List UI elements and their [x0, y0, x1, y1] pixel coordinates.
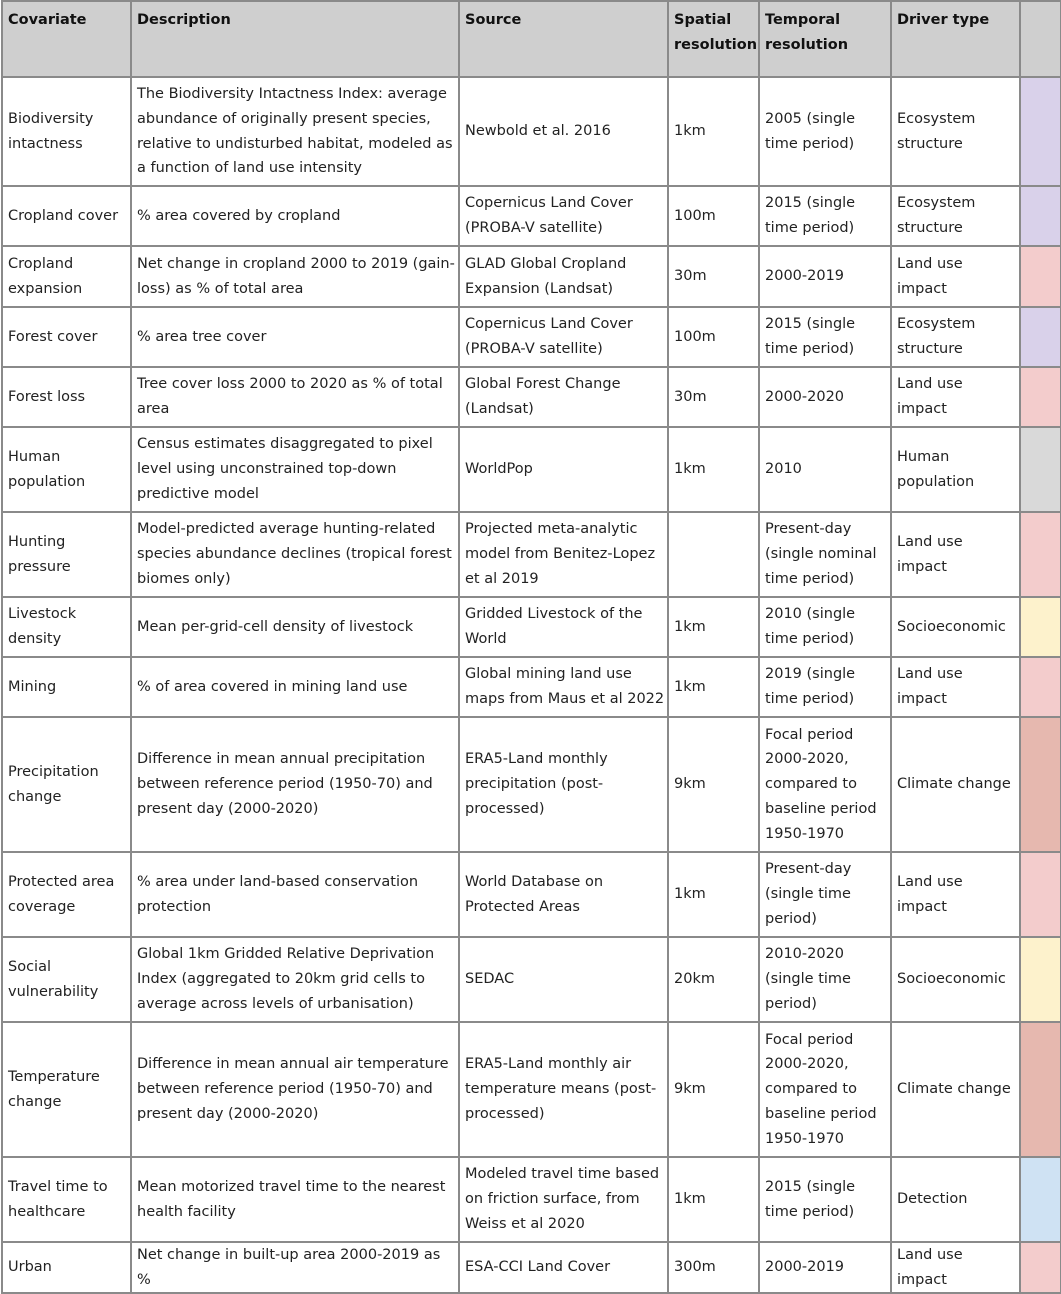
cell-description: Net change in built-up area 2000-2019 as % [131, 1242, 459, 1293]
driver-color-swatch [1020, 937, 1061, 1022]
cell-covariate: Human population [2, 427, 131, 512]
table-row [2, 1022, 1061, 1157]
cell-covariate: Urban [2, 1242, 131, 1293]
cell-driver-type: Land use impact [891, 246, 1020, 307]
driver-color-swatch [1020, 717, 1061, 852]
cell-covariate: Temperature change [2, 1022, 131, 1157]
cell-description: Tree cover loss 2000 to 2020 as % of total area [131, 367, 459, 427]
header-description: Description [131, 1, 459, 77]
cell-spatial-resolution: 1km [668, 597, 759, 657]
cell-source: Copernicus Land Cover (PROBA-V satellite) [459, 186, 668, 246]
header-color-swatch [1020, 1, 1061, 77]
cell-covariate: Hunting pressure [2, 512, 131, 597]
covariates-table [1, 0, 1061, 1294]
cell-spatial-resolution [668, 512, 759, 597]
header-spatial-resolution: Spatial resolution [668, 1, 759, 77]
cell-spatial-resolution: 100m [668, 186, 759, 246]
cell-temporal-resolution: 2000-2019 [759, 246, 891, 307]
header-covariate: Covariate [2, 1, 131, 77]
cell-driver-type: Land use impact [891, 852, 1020, 937]
driver-color-swatch [1020, 597, 1061, 657]
cell-temporal-resolution: 2015 (single time period) [759, 307, 891, 367]
cell-driver-type: Land use impact [891, 657, 1020, 717]
cell-temporal-resolution: 2019 (single time period) [759, 657, 891, 717]
cell-source: SEDAC [459, 937, 668, 1022]
cell-description: % area covered by cropland [131, 186, 459, 246]
cell-source: Gridded Livestock of the World [459, 597, 668, 657]
cell-spatial-resolution: 1km [668, 657, 759, 717]
table-row [2, 597, 1061, 657]
cell-covariate: Social vulnerability [2, 937, 131, 1022]
driver-color-swatch [1020, 307, 1061, 367]
cell-driver-type: Ecosystem structure [891, 307, 1020, 367]
cell-covariate: Mining [2, 657, 131, 717]
cell-temporal-resolution: 2000-2020 [759, 367, 891, 427]
cell-source: Global Forest Change (Landsat) [459, 367, 668, 427]
cell-driver-type: Climate change [891, 717, 1020, 852]
cell-source: ERA5-Land monthly precipitation (post-processed) [459, 717, 668, 852]
cell-covariate: Precipitation change [2, 717, 131, 852]
table-row [2, 657, 1061, 717]
cell-description: Global 1km Gridded Relative Deprivation Index (aggregated to 20km grid cells to average across levels of urbanisation) [131, 937, 459, 1022]
table-row [2, 937, 1061, 1022]
cell-covariate: Livestock density [2, 597, 131, 657]
cell-temporal-resolution: Focal period 2000-2020, compared to baseline period 1950-1970 [759, 717, 891, 852]
cell-source: ESA-CCI Land Cover [459, 1242, 668, 1293]
cell-driver-type: Human population [891, 427, 1020, 512]
cell-driver-type: Ecosystem structure [891, 186, 1020, 246]
driver-color-swatch [1020, 512, 1061, 597]
cell-driver-type: Ecosystem structure [891, 77, 1020, 186]
table-row [2, 246, 1061, 307]
table-row [2, 77, 1061, 186]
cell-temporal-resolution: 2010 [759, 427, 891, 512]
cell-temporal-resolution: 2010 (single time period) [759, 597, 891, 657]
cell-covariate: Cropland cover [2, 186, 131, 246]
table-row [2, 1242, 1061, 1293]
table-row [2, 307, 1061, 367]
cell-temporal-resolution: 2000-2019 [759, 1242, 891, 1293]
table-row [2, 427, 1061, 512]
cell-description: Net change in cropland 2000 to 2019 (gain-loss) as % of total area [131, 246, 459, 307]
cell-spatial-resolution: 300m [668, 1242, 759, 1293]
driver-color-swatch [1020, 186, 1061, 246]
cell-driver-type: Socioeconomic [891, 937, 1020, 1022]
cell-source: Global mining land use maps from Maus et al 2022 [459, 657, 668, 717]
cell-spatial-resolution: 30m [668, 246, 759, 307]
header-source: Source [459, 1, 668, 77]
cell-source: WorldPop [459, 427, 668, 512]
cell-source: ERA5-Land monthly air temperature means (post-processed) [459, 1022, 668, 1157]
cell-description: Difference in mean annual air temperature between reference period (1950-70) and present day (2000-2020) [131, 1022, 459, 1157]
table-row [2, 852, 1061, 937]
cell-covariate: Cropland expansion [2, 246, 131, 307]
driver-color-swatch [1020, 1157, 1061, 1242]
cell-driver-type: Detection [891, 1157, 1020, 1242]
cell-covariate: Biodiversity intactness [2, 77, 131, 186]
cell-driver-type: Land use impact [891, 512, 1020, 597]
table-header [2, 1, 1061, 77]
cell-driver-type: Socioeconomic [891, 597, 1020, 657]
cell-temporal-resolution: Focal period 2000-2020, compared to baseline period 1950-1970 [759, 1022, 891, 1157]
header-row [2, 1, 1061, 77]
cell-temporal-resolution: Present-day (single nominal time period) [759, 512, 891, 597]
cell-driver-type: Land use impact [891, 367, 1020, 427]
cell-covariate: Protected area coverage [2, 852, 131, 937]
cell-description: Difference in mean annual precipitation between reference period (1950-70) and present day (2000-2020) [131, 717, 459, 852]
driver-color-swatch [1020, 657, 1061, 717]
cell-spatial-resolution: 1km [668, 1157, 759, 1242]
cell-spatial-resolution: 9km [668, 717, 759, 852]
cell-source: Modeled travel time based on friction surface, from Weiss et al 2020 [459, 1157, 668, 1242]
driver-color-swatch [1020, 852, 1061, 937]
table-row [2, 717, 1061, 852]
cell-description: % area tree cover [131, 307, 459, 367]
cell-temporal-resolution: 2010-2020 (single time period) [759, 937, 891, 1022]
cell-description: Mean per-grid-cell density of livestock [131, 597, 459, 657]
header-temporal-resolution: Temporal resolution [759, 1, 891, 77]
cell-source: GLAD Global Cropland Expansion (Landsat) [459, 246, 668, 307]
cell-description: The Biodiversity Intactness Index: average abundance of originally present species, relative to undisturbed habitat, modeled as a function of land use intensity [131, 77, 459, 186]
cell-spatial-resolution: 1km [668, 427, 759, 512]
cell-spatial-resolution: 30m [668, 367, 759, 427]
cell-source: Copernicus Land Cover (PROBA-V satellite) [459, 307, 668, 367]
cell-spatial-resolution: 1km [668, 852, 759, 937]
table-row [2, 512, 1061, 597]
cell-spatial-resolution: 9km [668, 1022, 759, 1157]
driver-color-swatch [1020, 246, 1061, 307]
cell-covariate: Forest loss [2, 367, 131, 427]
cell-source: World Database on Protected Areas [459, 852, 668, 937]
table-body [2, 77, 1061, 1293]
cell-description: % of area covered in mining land use [131, 657, 459, 717]
cell-description: Mean motorized travel time to the nearest health facility [131, 1157, 459, 1242]
cell-temporal-resolution: 2015 (single time period) [759, 1157, 891, 1242]
driver-color-swatch [1020, 427, 1061, 512]
driver-color-swatch [1020, 367, 1061, 427]
cell-driver-type: Climate change [891, 1022, 1020, 1157]
table-row [2, 186, 1061, 246]
driver-color-swatch [1020, 77, 1061, 186]
cell-driver-type: Land use impact [891, 1242, 1020, 1293]
header-driver-type: Driver type [891, 1, 1020, 77]
cell-spatial-resolution: 20km [668, 937, 759, 1022]
cell-description: Model-predicted average hunting-related species abundance declines (tropical forest biomes only) [131, 512, 459, 597]
cell-spatial-resolution: 1km [668, 77, 759, 186]
cell-temporal-resolution: 2005 (single time period) [759, 77, 891, 186]
cell-temporal-resolution: 2015 (single time period) [759, 186, 891, 246]
cell-description: Census estimates disaggregated to pixel level using unconstrained top-down predictive model [131, 427, 459, 512]
cell-source: Newbold et al. 2016 [459, 77, 668, 186]
driver-color-swatch [1020, 1022, 1061, 1157]
cell-description: % area under land-based conservation protection [131, 852, 459, 937]
table-row [2, 1157, 1061, 1242]
cell-source: Projected meta-analytic model from Benitez-Lopez et al 2019 [459, 512, 668, 597]
table-row [2, 367, 1061, 427]
cell-covariate: Forest cover [2, 307, 131, 367]
cell-spatial-resolution: 100m [668, 307, 759, 367]
cell-temporal-resolution: Present-day (single time period) [759, 852, 891, 937]
cell-covariate: Travel time to healthcare [2, 1157, 131, 1242]
driver-color-swatch [1020, 1242, 1061, 1293]
